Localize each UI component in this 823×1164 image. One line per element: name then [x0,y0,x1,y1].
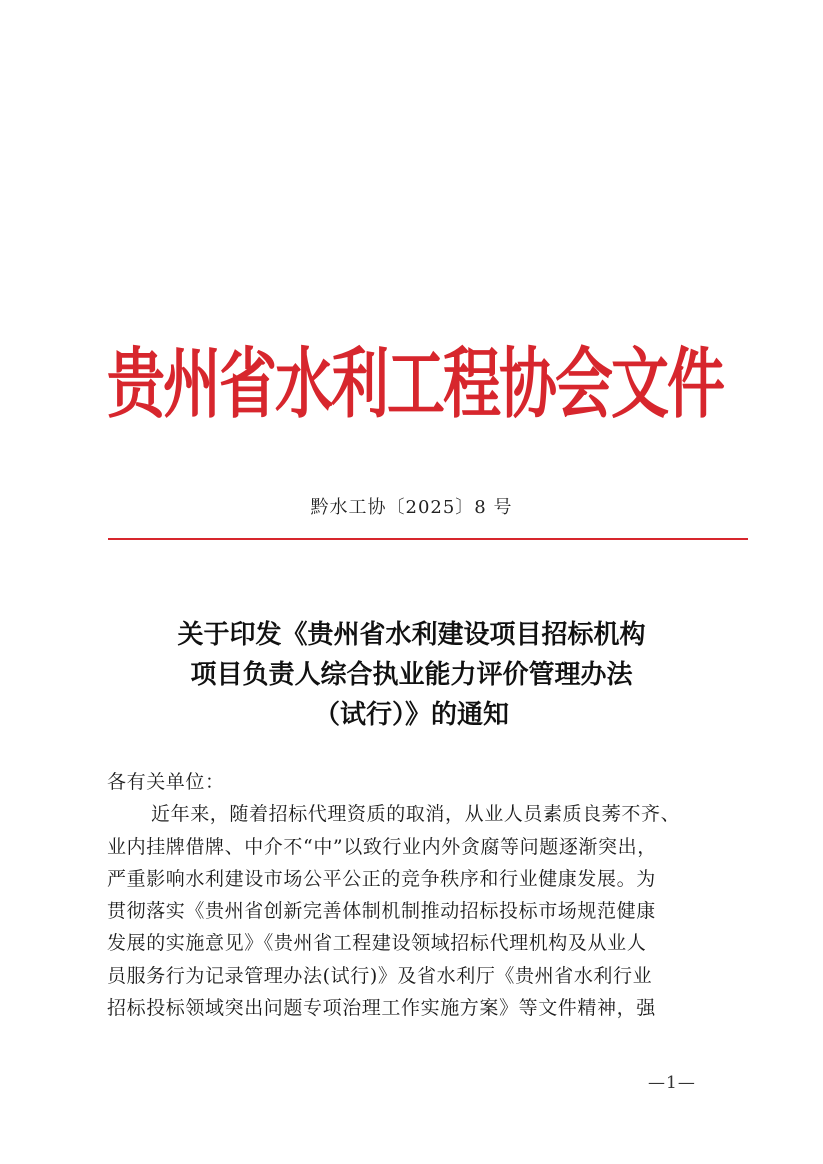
title-line: （试行）》的通知 [313,700,509,730]
notice-title [100,615,723,735]
title-line: 关于印发《贵州省水利建设项目招标机构 [177,620,646,650]
salutation: 各有关单位： [107,771,225,793]
paragraph-line: 贯彻落实《贵州省创新完善体制机制推动招标投标市场规范健康 [107,900,656,923]
paragraph-line: 发展的实施意见》《贵州省工程建设领域招标代理机构及从业人 [107,932,647,955]
paragraph-line: 严重影响水利建设市场公平公正的竞争秩序和行业健康发展。为 [107,867,656,890]
body-paragraph [107,798,743,1024]
page-number: —1— [648,1073,696,1093]
red-divider-line [108,538,748,540]
document-number: 黔水工协〔2025〕8 号 [310,497,513,518]
paragraph-line: 招标投标领域突出问题专项治理工作实施方案》等文件精神，强 [107,997,656,1020]
paragraph-line: 近年来，随着招标代理资质的取消，从业人员素质良莠不齐、 [151,803,681,826]
paragraph-line: 员服务行为记录管理办法(试行)》及省水利厅《贵州省水利行业 [107,964,653,987]
organization-header: 贵州省水利工程协会文件 [106,339,723,429]
body-text [107,766,743,1024]
paragraph-line: 业内挂牌借牌、中介不“中”以致行业内外贪腐等问题逐渐突出， [107,835,657,858]
title-line: 项目负责人综合执业能力评价管理办法 [190,660,633,690]
